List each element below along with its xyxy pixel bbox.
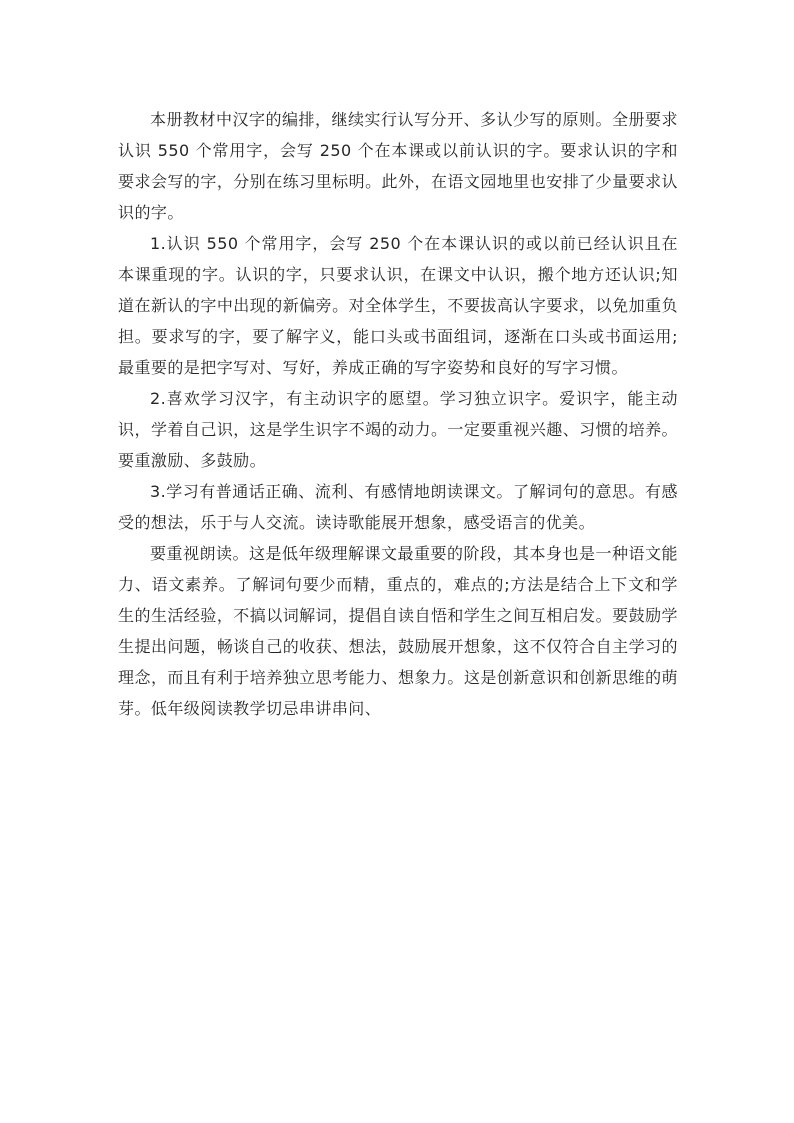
paragraph-item-2: 2.喜欢学习汉字，有主动识字的愿望。学习独立识字。爱识字，能主动识，学着自己识，这是学生识字不竭的动力。一定要重视兴趣、习惯的培养。要重激励、多鼓励。 bbox=[118, 389, 678, 470]
document-body bbox=[118, 104, 678, 724]
paragraph-reading: 要重视朗读。这是低年级理解课文最重要的阶段，其本身也是一种语文能力、语文素养。了解词句要少而精，重点的，难点的;方法是结合上下文和学生的生活经验，不搞以词解词，提倡自读自悟和学生之间互相启发。要鼓励学生提出问题，畅谈自己的收获、想法，鼓励展开想象，这不仅符合自主学习的理念，而且有利于培养独立思考能力、想象力。这是创新意识和创新思维的萌芽。低年级阅读教学切忌串讲串问、 bbox=[118, 544, 678, 718]
paragraph-item-1: 1.认识 550 个常用字，会写 250 个在本课认识的或以前已经认识且在本课重现的字。认识的字，只要求认识，在课文中认识，搬个地方还认识;知道在新认的字中出现的新偏旁。对全体学生，不要拔高认字要求，以免加重负担。要求写的字，要了解字义，能口头或书面组词，逐渐在口头或书面运用;最重要的是把字写对、写好，养成正确的写字姿势和良好的写字习惯。 bbox=[118, 234, 678, 377]
paragraph-intro: 本册教材中汉字的编排，继续实行认写分开、多认少写的原则。全册要求认识 550 个常用字，会写 250 个在本课或以前认识的字。要求认识的字和要求会写的字，分别在练习里标明。此外，在语文园地里也安排了少量要求认识的字。 bbox=[118, 110, 678, 222]
paragraph-item-3: 3.学习有普通话正确、流利、有感情地朗读课文。了解词句的意思。有感受的想法，乐于与人交流。读诗歌能展开想象，感受语言的优美。 bbox=[118, 482, 678, 532]
